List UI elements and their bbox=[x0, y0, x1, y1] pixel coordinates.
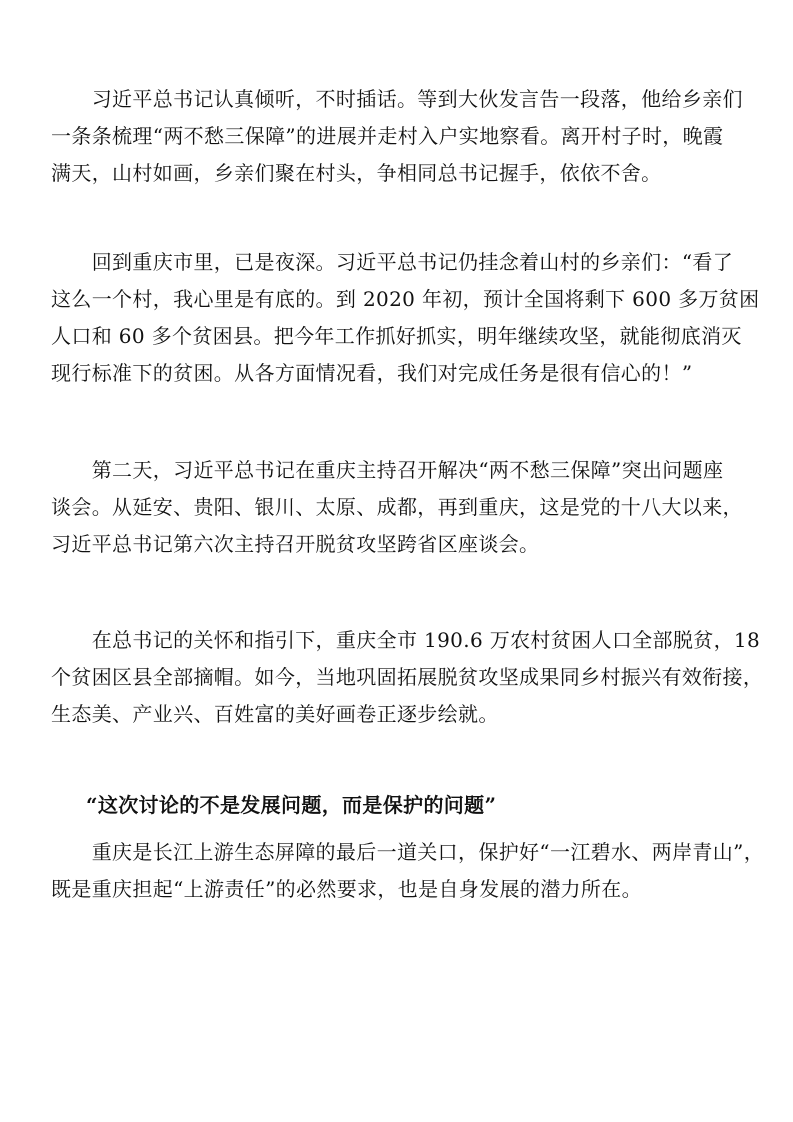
paragraph-line: 在总书记的关怀和指引下，重庆全市 190.6 万农村贫困人口全部脱贫，18 bbox=[51, 628, 761, 652]
paragraph-4 bbox=[51, 622, 764, 733]
paragraph-line: 习近平总书记第六次主持召开脱贫攻坚跨省区座谈会。 bbox=[51, 532, 540, 556]
paragraph-3 bbox=[51, 452, 751, 563]
paragraph-5 bbox=[51, 834, 765, 908]
paragraph-line: 回到重庆市里，已是夜深。习近平总书记仍挂念着山村的乡亲们：“看了 bbox=[51, 250, 734, 274]
paragraph-line: 谈会。从延安、贵阳、银川、太原、成都，再到重庆，这是党的十八大以来， bbox=[51, 495, 743, 519]
paragraph-line: 第二天，习近平总书记在重庆主持召开解决“两不愁三保障”突出问题座 bbox=[51, 458, 724, 482]
paragraph-line: 人口和 60 多个贫困县。把今年工作抓好抓实，明年继续攻坚，就能彻底消灭 bbox=[51, 324, 742, 348]
paragraph-line: 习近平总书记认真倾听，不时插话。等到大伙发言告一段落，他给乡亲们 bbox=[51, 87, 743, 111]
paragraph-line: 重庆是长江上游生态屏障的最后一道关口，保护好“一江碧水、两岸青山”， bbox=[51, 840, 765, 864]
paragraph-line: 现行标准下的贫困。从各方面情况看，我们对完成任务是很有信心的！” bbox=[51, 361, 693, 385]
paragraph-line: 满天，山村如画，乡亲们聚在村头，争相同总书记握手，依依不舍。 bbox=[51, 161, 662, 185]
paragraph-1 bbox=[51, 81, 751, 192]
paragraph-line: 个贫困区县全部摘帽。如今，当地巩固拓展脱贫攻坚成果同乡村振兴有效衔接， bbox=[51, 665, 764, 689]
paragraph-line: 一条条梳理“两不愁三保障”的进展并走村入户实地察看。离开村子时，晚霞 bbox=[51, 124, 724, 148]
section-heading: “这次讨论的不是发展问题，而是保护的问题” bbox=[86, 793, 497, 817]
paragraph-line: 生态美、产业兴、百姓富的美好画卷正逐步绘就。 bbox=[51, 702, 499, 726]
paragraph-line: 既是重庆担起“上游责任”的必然要求，也是自身发展的潜力所在。 bbox=[51, 877, 642, 901]
paragraph-line: 这么一个村，我心里是有底的。到 2020 年初，预计全国将剩下 600 多万贫困 bbox=[51, 287, 760, 311]
paragraph-2 bbox=[51, 244, 760, 392]
